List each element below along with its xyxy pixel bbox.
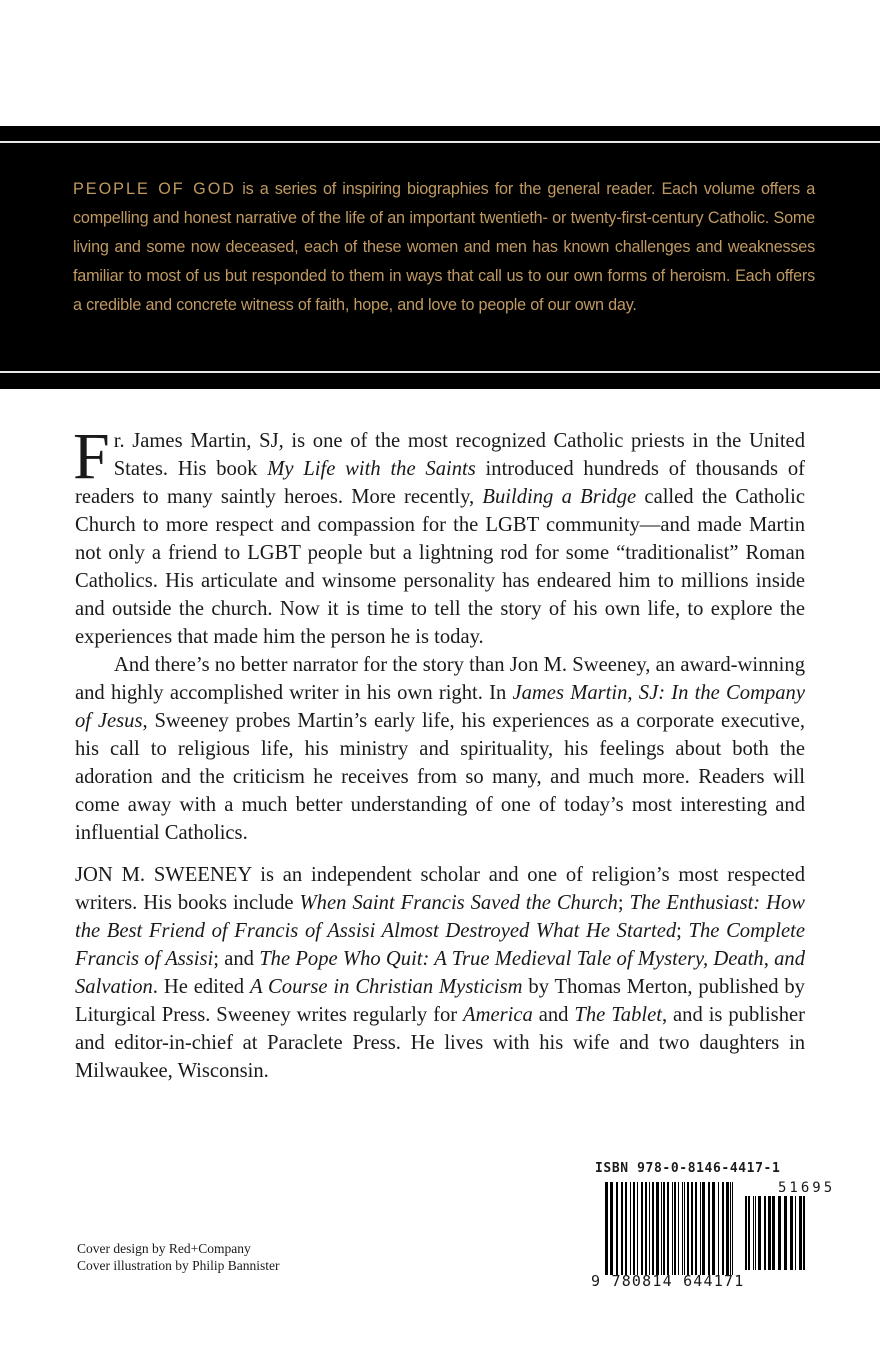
description-paragraph-1: Fr. James Martin, SJ, is one of the most recognized Catholic priests in the United States. His book My Life with the Saints introduced hundreds of thousands of readers to many saintly heroes. More recently, Building a Bridge called the Catholic Church to more respect and compassion for the LGBT community—and made Martin not only a friend to LGBT people but a lightning rod for some “traditionalist” Roman Catholics. His articulate and winsome personality has endeared him to millions inside and outside the church. Now it is time to tell the story of his own life, to explore the experiences that made him the person he is today.	[73, 420, 805, 648]
barcode-bar	[712, 1182, 715, 1275]
barcode-bar	[700, 1182, 701, 1275]
barcode-bar	[758, 1196, 761, 1270]
band-rule-bottom	[0, 371, 880, 373]
barcode-bar	[663, 1182, 665, 1275]
isbn-label: ISBN 978-0-8146-4417-1	[595, 1161, 781, 1176]
barcode-bar	[695, 1182, 697, 1275]
barcode-bar	[691, 1182, 693, 1275]
barcode-bar	[799, 1196, 802, 1270]
barcode-bar	[795, 1196, 796, 1270]
drop-cap: F	[73, 420, 110, 493]
barcode-bar	[672, 1182, 673, 1275]
barcode-bar	[633, 1182, 635, 1275]
barcode-bar	[661, 1182, 662, 1275]
barcode-bar	[748, 1196, 750, 1270]
isbn-barcode	[588, 1160, 836, 1295]
ean-bars	[605, 1182, 735, 1275]
barcode-bar	[790, 1196, 793, 1270]
barcode-bar	[667, 1182, 669, 1275]
barcode-bar	[649, 1182, 650, 1275]
price-addon-number: 51695	[778, 1180, 836, 1196]
barcode-bar	[708, 1182, 710, 1275]
barcode-bar	[682, 1182, 683, 1275]
cover-credits	[77, 1240, 280, 1274]
barcode-bar	[755, 1196, 756, 1270]
cover-design-credit: Cover design by Red+Company	[77, 1241, 251, 1256]
barcode-bar	[630, 1182, 631, 1275]
barcode-bar	[605, 1182, 608, 1275]
series-text: is a series of inspiring biographies for the general reader. Each volume offers a compelling and honest narrative of the life of an important twentieth- or twenty-first-century Catholic. Some living and some now deceased, each of these women and men has known challenges and weaknesses familiar to most of us but responded to them in ways that call us to our own forms of heroism. Each offers a credible and concrete witness of faith, hope, and love to people of our own day.	[73, 180, 815, 314]
barcode-bar	[778, 1196, 781, 1270]
barcode-bar	[745, 1196, 747, 1270]
barcode-bar	[684, 1182, 685, 1275]
barcode-bar	[803, 1196, 805, 1270]
barcode-bar	[730, 1182, 731, 1275]
barcode-bar	[732, 1182, 733, 1275]
barcode-bar	[722, 1182, 724, 1275]
barcode-bar	[616, 1182, 618, 1275]
barcode-bar	[772, 1196, 775, 1270]
barcode-bar	[784, 1196, 787, 1270]
barcode-bar	[764, 1196, 766, 1270]
barcode-bar	[652, 1182, 654, 1275]
barcode-bar	[768, 1196, 771, 1270]
cover-illustration-credit: Cover illustration by Philip Bannister	[77, 1258, 280, 1273]
barcode-bar	[726, 1182, 729, 1275]
barcode-bar	[656, 1182, 659, 1275]
book-description	[73, 420, 806, 1085]
barcode-bar	[645, 1182, 647, 1275]
barcode-bar	[678, 1182, 679, 1275]
barcode-bar	[641, 1182, 643, 1275]
barcode-bar	[621, 1182, 623, 1275]
barcode-bar	[718, 1182, 719, 1275]
author-bio: JON M. SWEENEY is an independent scholar and one of religion’s most respected writers. His books include When Saint Francis Saved the Church; The Enthusiast: How the Best Friend of Francis of Assisi Almost Destroyed What He Started; The Complete Francis of Assisi; and The Pope Who Quit: A True Medieval Tale of Mystery, Death, and Salvation. He edited A Course in Christian Mysticism by Thomas Merton, published by Liturgical Press. Sweeney writes regularly for America and The Tablet, and is publisher and editor-in-chief at Paraclete Press. He lives with his wife and two daughters in Milwaukee, Wisconsin.	[75, 864, 806, 1082]
barcode-bar	[687, 1182, 689, 1275]
ean-digits: 9 780814 644171	[591, 1272, 745, 1290]
series-description	[73, 175, 815, 320]
band-rule-top	[0, 141, 880, 143]
description-paragraph-2: And there’s no better narrator for the story than Jon M. Sweeney, an award-winning and highly accomplished writer in his own right. In James Martin, SJ: In the Company of Jesus, Sweeney probes Martin’s early life, his experiences as a corporate executive, his call to religious life, his ministry and spirituality, his feelings about both the adoration and the criticism he receives from so many, and much more. Readers will come away with a much better understanding of one of today’s most interesting and influential Catholics.	[75, 654, 805, 844]
addon-bars	[745, 1196, 809, 1270]
barcode-bar	[637, 1182, 638, 1275]
barcode-bar	[674, 1182, 676, 1275]
barcode-bar	[625, 1182, 627, 1275]
series-band	[0, 126, 880, 389]
barcode-bar	[610, 1182, 613, 1275]
barcode-bar	[753, 1196, 754, 1270]
series-name: PEOPLE OF GOD	[73, 180, 236, 198]
barcode-bar	[702, 1182, 705, 1275]
